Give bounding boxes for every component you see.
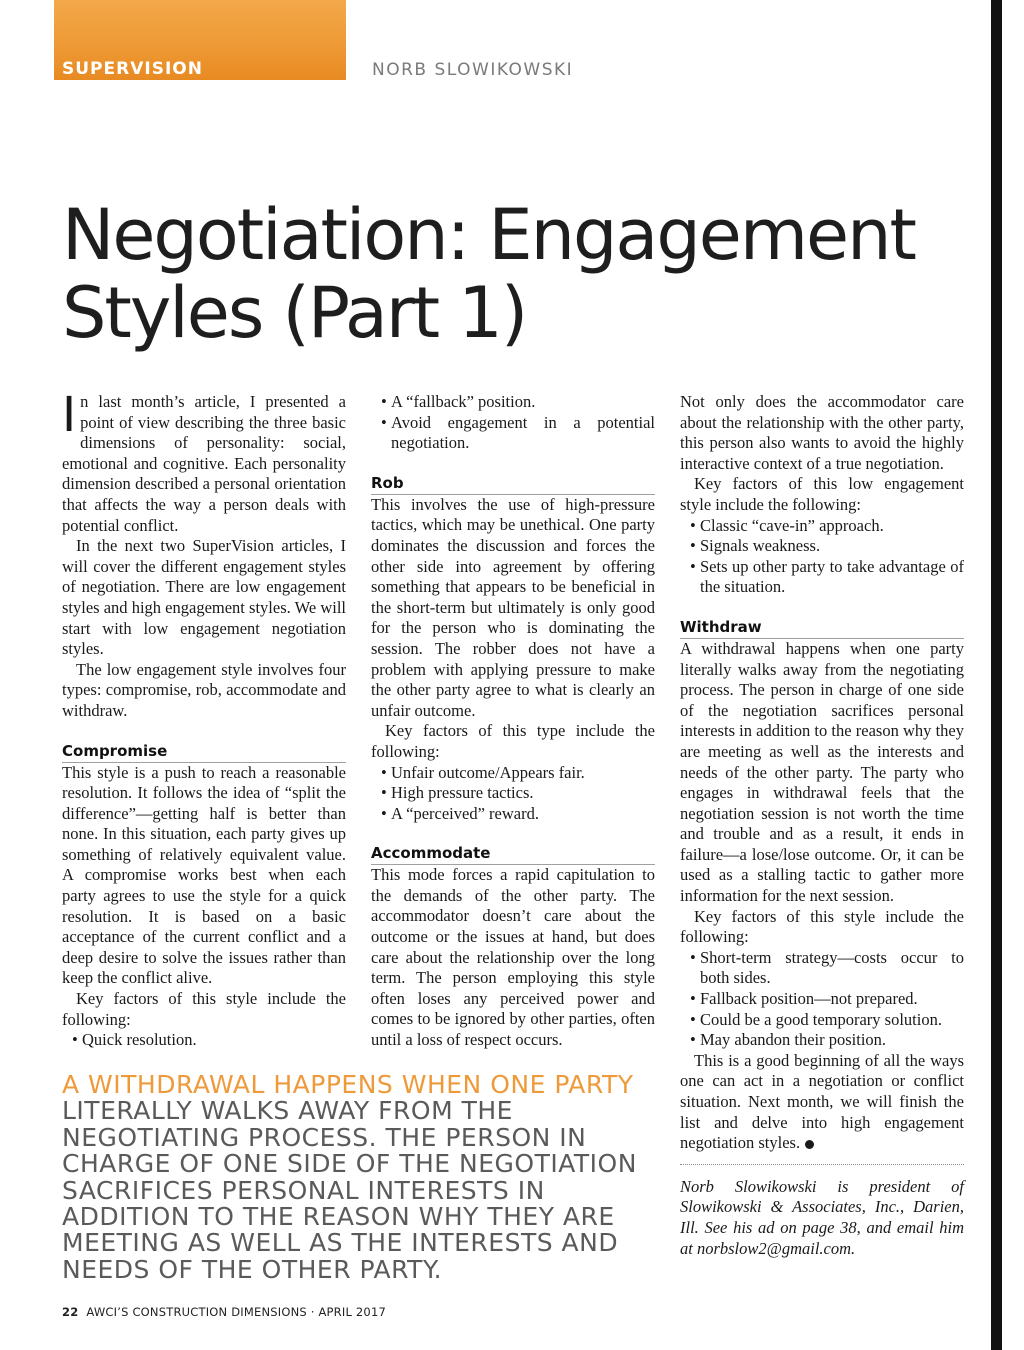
list-item: • Sets up other party to take advantage of the situation. [690,556,964,597]
pull-quote-highlight: A WITHDRAWAL HAPPENS WHEN ONE PARTY [62,1070,634,1099]
list-item: • A “fallback” position. [381,392,536,411]
pull-quote [62,1072,652,1283]
list-item: • Quick resolution. [72,1030,197,1050]
pull-quote-text: LITERALLY WALKS AWAY FROM THE NEGOTIATING PROCESS. THE PERSON IN CHARGE OF ONE SIDE OF THE NEGOTIATION SACRIFICES PERSONAL INTERESTS IN ADDITION TO THE REASON WHY THEY ARE MEETING AS WELL AS THE INTERESTS AND NEEDS OF THE OTHER PARTY. [62,1096,637,1284]
list-item: • High pressure tactics. [381,783,534,803]
list-item: • Signals weakness. [690,536,821,556]
paragraph: The low engagement style involves four types: compromise, rob, accommodate and withdraw. [62,659,346,720]
subhead-accommodate: Accommodate [371,844,655,865]
drop-cap: I [62,387,77,443]
list-item: • Short-term strategy—costs occur to both sides. [690,947,964,988]
bullet-list [371,763,655,825]
list-item: • May abandon their position. [690,1030,887,1050]
bullet-list [680,948,964,1051]
list-item: • Avoid engagement in a potential negotiation. [381,412,655,453]
bullet-list [62,1030,346,1051]
paragraph: Key factors of this low engagement style include the following: [680,474,964,514]
paragraph: This mode forces a rapid capitulation to the demands of the other party. The accommodator doesn’t care about the outcome or the issues at hand, but does care about the relationship over the long term. The person employing this style often loses any perceived power and comes to be ignored by other parties, often until a loss of respect occurs. [371,865,655,1050]
paragraph: A withdrawal happens when one party literally walks away from the negotiating process. The person in charge of one side of the negotiation sacrifices personal interests in addition to the reason why they are meeting as well as the interests and needs of the other party. The party who engages in withdrawal feels that the negotiation session is not worth the time and trouble and as a result, it ends in failure—a lose/lose outcome. Or, it can be used as a stalling tactic to gather more information for the next session. [680,638,964,906]
list-item: • A “perceived” reward. [381,803,539,823]
paragraph: Key factors of this style include the following: [680,906,964,947]
section-name: SUPERVISION [62,59,203,79]
list-item: • Unfair outcome/Appears fair. [381,762,585,782]
author-name: NORB SLOWIKOWSKI [372,60,574,80]
page-edge-bar [991,0,1002,1350]
paragraph: Key factors of this style include the following: [62,989,346,1029]
closing-paragraph: This is a good beginning of all the ways one can act in a negotiation or conflict situation. Next month, we will finish the list and delve into high engagement negotiation styles. [680,1050,964,1153]
list-item: • Fallback position—not prepared. [690,989,918,1009]
title-line-1: Negotiation: Engagement [62,194,915,276]
end-of-article-mark [805,1140,814,1149]
bullet-list [371,392,655,454]
subhead-withdraw: Withdraw [680,618,964,639]
page-number: 22 [62,1305,79,1319]
list-item: • Could be a good temporary solution. [690,1009,942,1029]
subhead-rob: Rob [371,474,655,495]
bullet-list [680,516,964,598]
intro-paragraph: In last month’s article, I presented a point of view describing the three basic dimensions of personality: social, emotional and cognitive. Each personality dimension described a personal orientation that affects the way a person deals with potential conflict. [62,387,346,535]
column-1 [62,387,346,1051]
author-bio: Norb Slowikowski is president of Slowikowski & Associates, Inc., Darien, Ill. See his ad on page 38, and email him at norbslow2@gmail.com. [680,1176,964,1258]
paragraph: This involves the use of high-pressure tactics, which may be unethical. One party dominates the discussion and forces the other side into agreement by offering something that appears to be beneficial in the short-term but ultimately is only good for the person who is dominating the session. The robber does not have a problem with applying pressure to make the other party agree to what is clearly an unfair outcome. [371,494,655,720]
paragraph: Not only does the accommodator care about the relationship with the other party, this person also wants to avoid the highly interactive context of a true negotiation. [680,392,964,473]
paragraph: In the next two SuperVision articles, I will cover the different engagement styles of negotiation. There are low engagement styles and high engagement styles. We will start with low engagement negotiation styles. [62,536,346,659]
paragraph: This style is a push to reach a reasonable resolution. It follows the idea of “split the difference”—getting half is better than none. In this situation, each party gives up something of relatively equivalent value. A compromise works best when each party agrees to use the style for a quick resolution. It is based on a basic acceptance of the current conflict and a deep desire to solve the issues rather than keep the conflict alive. [62,762,346,988]
subhead-compromise: Compromise [62,742,346,763]
publication-info: AWCI’S CONSTRUCTION DIMENSIONS · APRIL 2017 [86,1305,386,1319]
bio-divider [680,1164,964,1165]
list-item: • Classic “cave-in” approach. [690,515,884,535]
title-line-2: Styles (Part 1) [62,272,527,354]
paragraph: Key factors of this type include the following: [371,721,655,761]
article-title [62,196,982,352]
column-2 [371,392,655,1051]
page-footer [62,1305,386,1319]
column-3 [680,392,964,1259]
